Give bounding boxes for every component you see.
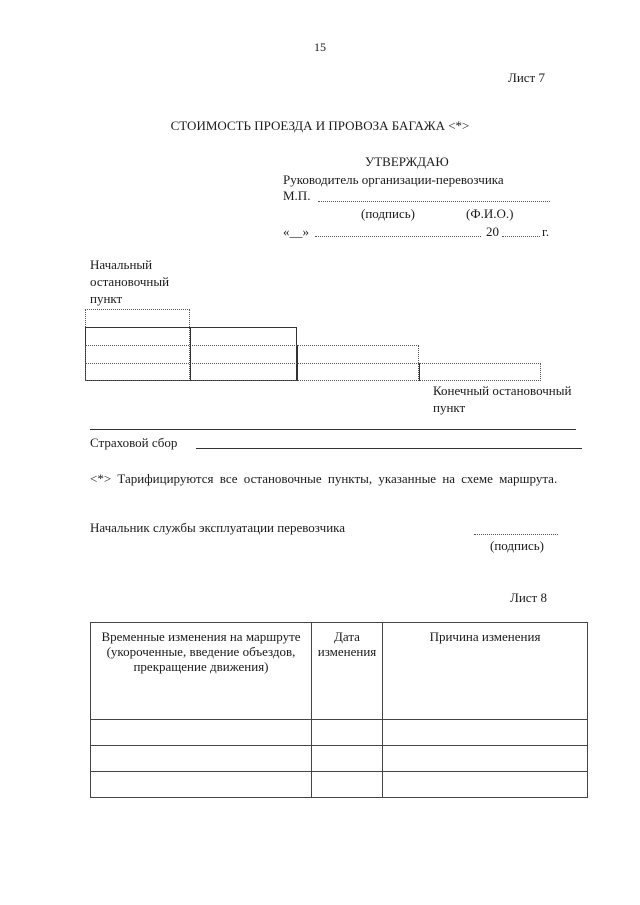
approval-fio-caption: (Ф.И.О.)	[466, 206, 514, 221]
fare-grid-divider-2	[297, 345, 298, 381]
fare-grid-divider-3	[419, 363, 420, 381]
approval-signature-caption: (подпись)	[361, 206, 415, 221]
approval-date-quote: «__»	[283, 224, 309, 239]
chief-signature-caption: (подпись)	[490, 538, 544, 553]
table-row	[91, 772, 588, 798]
changes-table-header	[91, 623, 588, 720]
insurance-label: Страховой сбор	[90, 435, 178, 450]
fare-grid-divider-1	[190, 327, 191, 381]
footnote: <*> Тарифицируются все остановочные пункты, указанные на схеме маршрута.	[90, 471, 558, 486]
sheet-8-label: Лист 8	[510, 590, 547, 605]
end-point-label: Конечный остановочный пункт	[433, 383, 572, 415]
start-point-label: Начальный остановочный пункт	[90, 257, 170, 306]
approval-heading: УТВЕРЖДАЮ	[365, 154, 449, 169]
separator-line	[90, 429, 576, 430]
approval-role: Руководитель организации-перевозчика	[283, 172, 504, 187]
table-row	[91, 720, 588, 746]
sheet-7-title: СТОИМОСТЬ ПРОЕЗДА И ПРОВОЗА БАГАЖА <*>	[170, 118, 470, 133]
approval-year-prefix: 20	[486, 224, 499, 239]
fare-grid-col-4	[85, 363, 541, 381]
approval-mp: М.П.	[283, 188, 311, 203]
insurance-line	[196, 448, 582, 449]
approval-year-line	[502, 236, 540, 237]
chief-line: Начальник службы эксплуатации перевозчика	[90, 520, 346, 535]
approval-year-suffix: г.	[542, 224, 550, 239]
changes-table	[90, 622, 588, 798]
chief-signature-line	[474, 534, 558, 535]
page-number: 15	[314, 40, 326, 54]
approval-signature-line	[318, 201, 550, 202]
column-header-change-reason: Причина изменения	[383, 623, 588, 720]
table-row	[91, 746, 588, 772]
column-header-temporary-changes: Временные изменения на маршруте (укороченные, введение объездов, прекращение движения)	[91, 623, 312, 720]
column-header-change-date: Дата изменения	[312, 623, 383, 720]
sheet-7-label: Лист 7	[508, 70, 545, 85]
approval-date-line	[315, 236, 481, 237]
